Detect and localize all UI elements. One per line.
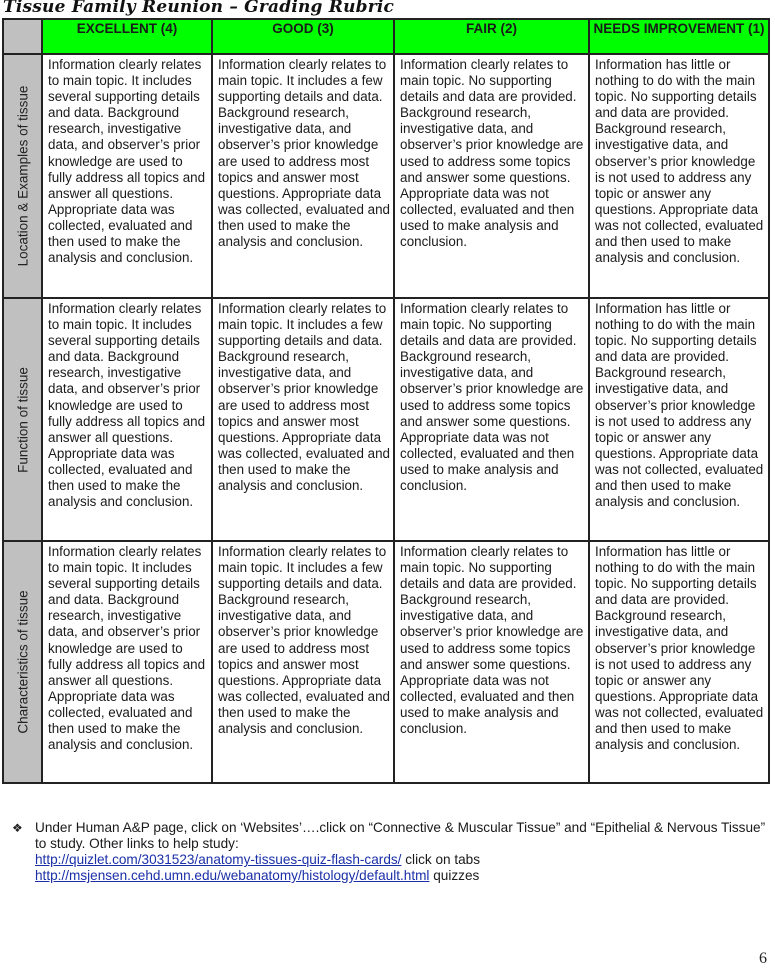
rubric-cell-excellent: Information clearly relates to main topic. It includes several supporting details and data. Background research, investigative data, and observer’s prior knowledge are used to fully address all topics and answer all questions. Appropriate data was collected, evaluated and then used to make the analysis and conclusion. xyxy=(42,298,212,541)
rubric-header-row xyxy=(3,19,769,54)
rubric-cell-fair: Information clearly relates to main topic. No supporting details and data are provided. Background research, investigative data, and observer’s prior knowledge are used to address some topics and answer some questions. Appropriate data was not collected, evaluated and then used to make analysis and conclusion. xyxy=(394,541,589,783)
row-label-cell xyxy=(3,298,42,541)
webanatomy-link-suffix: quizzes xyxy=(429,868,480,883)
rubric-cell-good: Information clearly relates to main topic. It includes a few supporting details and data. Background research, investigative data, and observer’s prior knowledge are used to address most topics and answer most questions. Appropriate data was collected, evaluated and then used to make the analysis and conclusion. xyxy=(212,54,394,298)
rubric-cell-needs-improvement: Information has little or nothing to do with the main topic. No supporting details and data are provided. Background research, investigative data, and observer’s prior knowledge is not used to address any topic or answer any questions. Appropriate data was not collected, evaluated and then used to make analysis and conclusion. xyxy=(589,541,769,783)
column-header-excellent: EXCELLENT (4) xyxy=(42,19,212,54)
page-title: Tissue Family Reunion – Grading Rubric xyxy=(3,0,395,17)
corner-cell xyxy=(3,19,42,54)
column-header-good: GOOD (3) xyxy=(212,19,394,54)
note-body xyxy=(35,820,775,884)
rubric-cell-excellent: Information clearly relates to main topic. It includes several supporting details and data. Background research, investigative data, and observer’s prior knowledge are used to fully address all topics and answer all questions. Appropriate data was collected, evaluated and then used to make the analysis and conclusion. xyxy=(42,541,212,783)
rubric-cell-needs-improvement: Information has little or nothing to do with the main topic. No supporting details and data are provided. Background research, investigative data, and observer’s prior knowledge is not used to address any topic or answer any questions. Appropriate data was not collected, evaluated and then used to make analysis and conclusion. xyxy=(589,298,769,541)
rubric-cell-good: Information clearly relates to main topic. It includes a few supporting details and data. Background research, investigative data, and observer’s prior knowledge are used to address most topics and answer most questions. Appropriate data was collected, evaluated and then used to make the analysis and conclusion. xyxy=(212,298,394,541)
rubric-row-characteristics xyxy=(3,541,769,783)
page-number: 6 xyxy=(759,950,767,967)
column-header-needs-improvement: NEEDS IMPROVEMENT (1) xyxy=(589,19,769,54)
quizlet-link[interactable]: http://quizlet.com/3031523/anatomy-tissues-quiz-flash-cards/ xyxy=(35,852,402,867)
row-label: Function of tissue xyxy=(15,366,30,473)
rubric-cell-fair: Information clearly relates to main topic. No supporting details and data are provided. Background research, investigative data, and observer’s prior knowledge are used to address some topics and answer some questions. Appropriate data was not collected, evaluated and then used to make analysis and conclusion. xyxy=(394,298,589,541)
row-label-cell xyxy=(3,541,42,783)
rubric-cell-needs-improvement: Information has little or nothing to do with the main topic. No supporting details and data are provided. Background research, investigative data, and observer’s prior knowledge is not used to address any topic or answer any questions. Appropriate data was not collected, evaluated and then used to make analysis and conclusion. xyxy=(589,54,769,298)
rubric-cell-good: Information clearly relates to main topic. It includes a few supporting details and data. Background research, investigative data, and observer’s prior knowledge are used to address most topics and answer most questions. Appropriate data was collected, evaluated and then used to make the analysis and conclusion. xyxy=(212,541,394,783)
webanatomy-link[interactable]: http://msjensen.cehd.umn.edu/webanatomy/histology/default.html xyxy=(35,868,430,883)
quizlet-link-suffix: click on tabs xyxy=(401,852,481,867)
row-label: Characteristics of tissue xyxy=(15,590,30,734)
row-label-cell xyxy=(3,54,42,298)
column-header-fair: FAIR (2) xyxy=(394,19,589,54)
rubric-cell-fair: Information clearly relates to main topic. No supporting details and data are provided. Background research, investigative data, and observer’s prior knowledge are used to address some topics and answer some questions. Appropriate data was not collected, evaluated and then used to make analysis and conclusion. xyxy=(394,54,589,298)
rubric-row-function xyxy=(3,298,769,541)
rubric-cell-excellent: Information clearly relates to main topic. It includes several supporting details and data. Background research, investigative data, and observer’s prior knowledge are used to fully address all topics and answer all questions. Appropriate data was collected, evaluated and then used to make the analysis and conclusion. xyxy=(42,54,212,298)
row-label: Location & Examples of tissue xyxy=(15,85,30,267)
diamond-bullet-icon: ❖ xyxy=(12,821,23,835)
note-text: Under Human A&P page, click on ‘Websites’….click on “Connective & Muscular Tissue” and “Epithelial & Nervous Tissue” to study. Other links to help study: xyxy=(35,820,766,851)
grading-rubric-table xyxy=(2,18,770,784)
rubric-row-location xyxy=(3,54,769,298)
